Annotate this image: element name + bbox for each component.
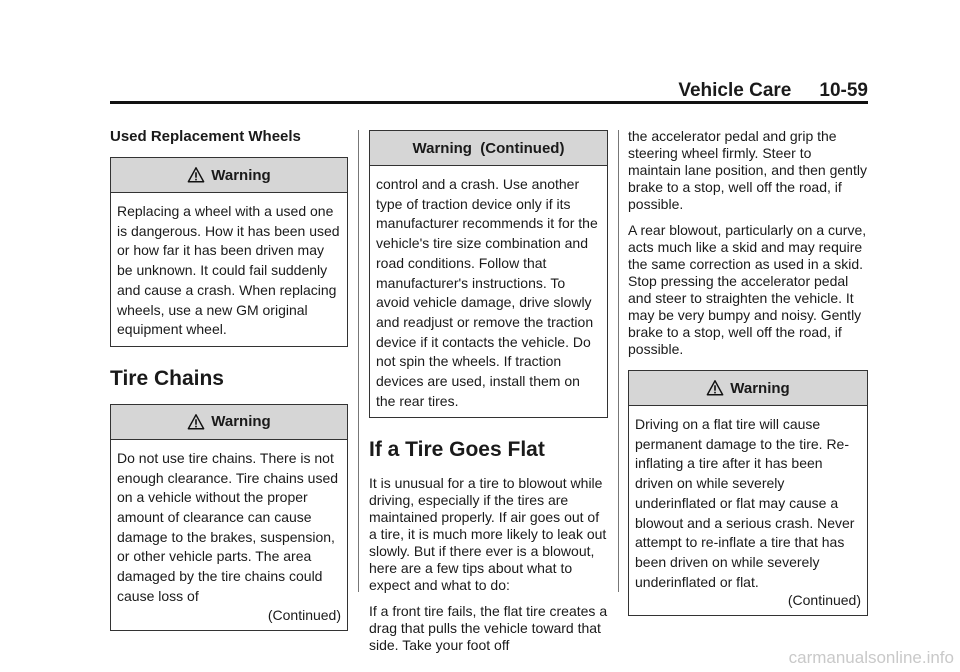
warning-triangle-icon [706,379,724,397]
paragraph-steer: the accelerator pedal and grip the steering wheel firmly. Steer to maintain lane position, and then gently brake to a stop, well off the road, if possible. [628,128,867,212]
column-divider-2 [618,130,619,592]
heading-flat-tire: If a Tire Goes Flat [369,438,545,462]
header-rule [110,101,868,104]
warning-box-continued [369,130,608,418]
column-2 [369,130,608,663]
warning-text-body: Driving on a flat tire will cause permanent damage to the tire. Re-inflating a tire after it has been driven on while severely underinflated or flat may cause a blowout and a serious crash. Never attempt to re-inflate a tire that has been driven on while severely underinflated or flat. [635,416,855,590]
paragraph-front-tire: If a front tire fails, the flat tire creates a drag that pulls the vehicle toward that side. Take your foot off [369,603,608,654]
warning-triangle-icon [187,413,205,431]
page-header [678,80,868,102]
warning-text [111,440,347,630]
paragraph-blowout-intro: It is unusual for a tire to blowout while driving, especially if the tires are maintained properly. If air goes out of a tire, it is much more likely to leak out slowly. But if there ever is a blowout, here are a few tips about what to expect and what to do: [369,475,607,594]
warning-title: Warning [211,166,271,184]
warning-box-tire-chains [110,404,348,631]
watermark: carmanualsonline.info [788,648,954,667]
warning-text-body: Do not use tire chains. There is not enough clearance. Tire chains used on a vehicle without the proper amount of clearance can cause damage to the brakes, suspension, or other vehicle parts. The area damaged by the tire chains could cause loss of [117,449,339,604]
warning-box-used-wheels [110,157,348,347]
warning-text [629,406,867,615]
warning-header [111,405,347,440]
header-page-number: 10-59 [819,80,868,101]
continued-label: (Continued) [267,606,341,623]
warning-box-flat-tire [628,370,868,616]
continued-label: (Continued) [787,592,861,609]
warning-header [111,158,347,193]
warning-text: control and a crash. Use another type of traction device only if its manufacturer recommends it for the vehicle's tire size combination and road conditions. Follow that manufacturer's instructions. To avoid vehicle damage, drive slowly and readjust or remove the traction device if it contacts the vehicle. Do not spin the wheels. If traction devices are used, install them on the rear tires. [376,176,598,409]
column-1 [110,128,348,631]
warning-triangle-icon [187,166,205,184]
warning-title: Warning [730,379,790,397]
warning-text: Replacing a wheel with a used one is dangerous. How it has been used or how far it has been driven may be unknown. It could fail suddenly and cause a crash. When replacing wheels, use a new GM original equipment wheel. [117,203,340,338]
warning-header [370,131,607,166]
column-divider-1 [358,130,359,592]
warning-title: Warning (Continued) [412,139,565,157]
heading-tire-chains: Tire Chains [110,366,224,390]
section-title-used-wheels: Used Replacement Wheels [110,128,301,145]
paragraph-rear-blowout: A rear blowout, particularly on a curve, acts much like a skid and may require the same correction as used in a skid. Stop pressing the accelerator pedal and steer to straighten the vehicle. It may be very bumpy and noisy. Gently brake to a stop, well off the road, if possible. [628,222,867,357]
warning-header [629,371,867,406]
header-section-title: Vehicle Care [678,80,792,101]
column-3 [628,128,868,616]
warning-title: Warning [211,413,271,431]
